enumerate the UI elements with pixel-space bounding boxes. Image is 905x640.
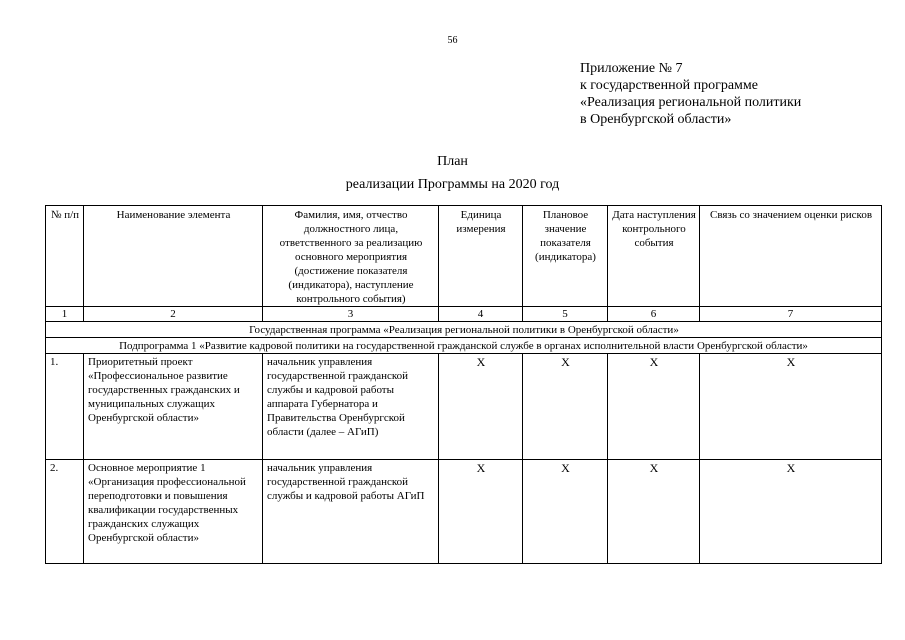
column-number-row <box>46 307 882 322</box>
column-number: 3 <box>263 307 439 322</box>
responsible-cell: начальник управления государственной гражданской службы и кадровой работы АГиП <box>263 460 439 564</box>
column-number: 1 <box>46 307 84 322</box>
program-row <box>46 322 882 338</box>
appendix-heading <box>580 60 900 128</box>
event-date-cell: X <box>608 460 700 564</box>
plan-value-cell: X <box>523 354 608 460</box>
title-line: реализации Программы на 2020 год <box>345 177 560 192</box>
header-cell: Единица измерения <box>439 206 523 307</box>
column-number: 5 <box>523 307 608 322</box>
header-cell: Наименование элемента <box>84 206 263 307</box>
unit-cell: X <box>439 354 523 460</box>
column-number: 4 <box>439 307 523 322</box>
element-name-cell: Основное мероприятие 1 «Организация профессиональной переподготовки и повышения квалификации государственных гражданских служащих Оренбургской области» <box>84 460 263 564</box>
event-date-cell: X <box>608 354 700 460</box>
header-cell: Дата наступления контрольного события <box>608 206 700 307</box>
column-number: 7 <box>700 307 882 322</box>
header-cell: Фамилия, имя, отчество должностного лица, ответственного за реализацию основного мероприятия (достижение показателя (индикатора), наступление контрольного события) <box>263 206 439 307</box>
appendix-line: к государственной программе <box>580 78 758 93</box>
table-header-row <box>46 206 882 307</box>
appendix-line: в Оренбургской области» <box>580 112 732 127</box>
risk-link-cell: X <box>700 460 882 564</box>
unit-cell: X <box>439 460 523 564</box>
appendix-line: «Реализация региональной политики <box>580 95 802 110</box>
subprogram-row <box>46 338 882 354</box>
element-name-cell: Приоритетный проект «Профессиональное развитие государственных гражданских и муниципальных служащих Оренбургской области» <box>84 354 263 460</box>
column-number: 6 <box>608 307 700 322</box>
document-title <box>0 150 905 196</box>
row-number-cell: 1. <box>46 354 84 460</box>
plan-table <box>45 205 882 564</box>
page-number: 56 <box>447 35 458 46</box>
plan-value-cell: X <box>523 460 608 564</box>
header-cell: № п/п <box>46 206 84 307</box>
program-title-cell: Государственная программа «Реализация региональной политики в Оренбургской области» <box>46 322 882 338</box>
title-line: План <box>437 154 468 169</box>
table-row <box>46 354 882 460</box>
header-cell: Связь со значением оценки рисков <box>700 206 882 307</box>
row-number-cell: 2. <box>46 460 84 564</box>
subprogram-title-cell: Подпрограмма 1 «Развитие кадровой политики на государственной гражданской службе в органах исполнительной власти Оренбургской области» <box>46 338 882 354</box>
responsible-cell: начальник управления государственной гражданской службы и кадровой работы аппарата Губернатора и Правительства Оренбургской области (далее – АГиП) <box>263 354 439 460</box>
header-cell: Плановое значение показателя (индикатора) <box>523 206 608 307</box>
risk-link-cell: X <box>700 354 882 460</box>
appendix-line: Приложение № 7 <box>580 61 683 76</box>
table-row <box>46 460 882 564</box>
column-number: 2 <box>84 307 263 322</box>
